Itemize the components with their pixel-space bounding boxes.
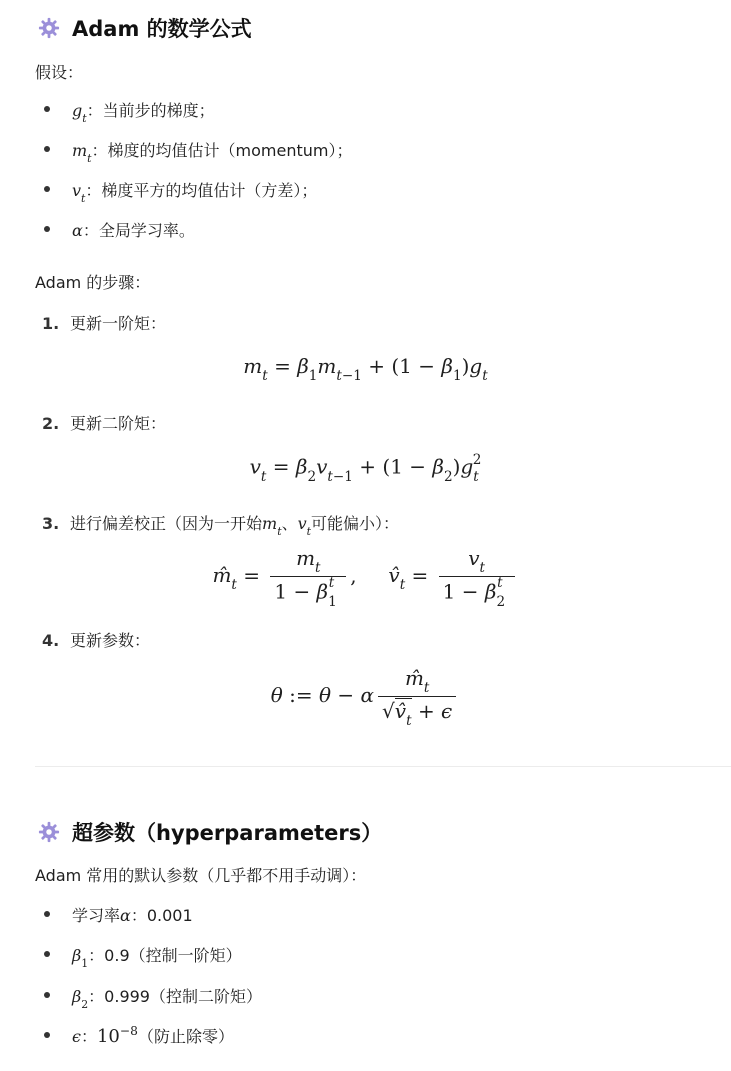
- bullet-dot: [44, 1032, 50, 1038]
- assumptions-label: 假设：: [35, 63, 84, 82]
- bullet-dot: [44, 911, 50, 917]
- list-item: [44, 138, 353, 163]
- list-item: [44, 984, 262, 1009]
- step-text: 更新参数：: [70, 631, 151, 650]
- list-item-text: ：0.999（控制二阶矩）: [88, 987, 262, 1006]
- step-item: [42, 311, 166, 334]
- gear-icon: [38, 821, 60, 843]
- list-item: [44, 1024, 234, 1047]
- equation-bias-correction: $m̂_t$ = $\frac{m_t}{1 - \beta_1^t}$ , $v̂_t$ = $\frac{v_t}{1 - \beta_2^t}$: [0, 546, 731, 608]
- epsilon-value: $10^{-8}$: [96, 1024, 138, 1047]
- step-item: [42, 411, 166, 434]
- hyperparameters-intro: Adam 常用的默认参数（几乎都不用手动调）：: [35, 866, 367, 885]
- math-symbol: $\beta_2$: [72, 987, 89, 1011]
- math-symbol: $m_t$: [72, 141, 92, 165]
- divider: [35, 766, 731, 767]
- bullet-dot: [44, 951, 50, 957]
- list-item-text: ：梯度的均值估计（momentum）；: [91, 141, 353, 160]
- math-symbol: α: [72, 221, 83, 240]
- step-text-c: 可能偏小）：: [311, 514, 400, 533]
- list-item: [44, 98, 215, 123]
- list-item: [44, 903, 193, 926]
- step-text: 更新二阶矩：: [70, 414, 167, 433]
- section-title: 超参数（hyperparameters）: [72, 821, 383, 845]
- list-item: [44, 943, 242, 968]
- equation-parameter-update: θ := θ − α $\frac{m̂_t}{√v̂_t + \epsilon}$: [0, 666, 731, 727]
- step-number: 1.: [42, 314, 60, 333]
- math-symbol-m: $m_t$: [262, 514, 282, 538]
- steps-label: Adam 的步骤：: [35, 273, 151, 292]
- section-heading-hyperparameters: [38, 817, 382, 847]
- list-item-prefix: 学习率: [72, 906, 121, 925]
- list-item-text: ：当前步的梯度；: [86, 101, 215, 120]
- math-symbol-v: $v_t$: [297, 514, 311, 538]
- math-symbol: $\beta_1$: [72, 946, 89, 970]
- step-number: 3.: [42, 514, 60, 533]
- bullet-dot: [44, 992, 50, 998]
- math-symbol: $v_t$: [72, 181, 86, 205]
- step-number: 4.: [42, 631, 60, 650]
- list-item: [44, 218, 195, 241]
- section-heading-adam-formulas: [38, 13, 252, 43]
- equation-second-moment: $v_t = \beta_2v_{t-1} + (1 - \beta_2)g_t^2$: [249, 452, 482, 485]
- step-text-b: 、: [281, 514, 298, 533]
- list-item-text: ：梯度平方的均值估计（方差）；: [85, 181, 318, 200]
- gear-icon: [38, 17, 60, 39]
- list-item-text: ：0.001: [130, 906, 193, 925]
- step-text-a: 进行偏差校正（因为一开始: [70, 514, 263, 533]
- step-item: [42, 511, 399, 536]
- bullet-dot: [44, 226, 50, 232]
- list-item-text: ：0.9（控制一阶矩）: [88, 946, 242, 965]
- math-symbol: α: [120, 906, 131, 925]
- bullet-dot: [44, 106, 50, 112]
- math-symbol: $g_t$: [72, 101, 87, 125]
- math-symbol: ϵ: [72, 1027, 81, 1046]
- bullet-dot: [44, 146, 50, 152]
- bullet-dot: [44, 186, 50, 192]
- list-item-text: ：全局学习率。: [82, 221, 195, 240]
- equation-first-moment: $m_t = \beta_1m_{t-1} + (1 - \beta_1)g_t$: [243, 354, 488, 385]
- list-item: [44, 178, 317, 203]
- step-text: 更新一阶矩：: [70, 314, 167, 333]
- list-item-text: ：: [80, 1027, 97, 1046]
- step-number: 2.: [42, 414, 60, 433]
- step-item: [42, 628, 150, 651]
- list-item-text-after: （防止除零）: [137, 1027, 234, 1046]
- section-title: Adam 的数学公式: [72, 17, 252, 41]
